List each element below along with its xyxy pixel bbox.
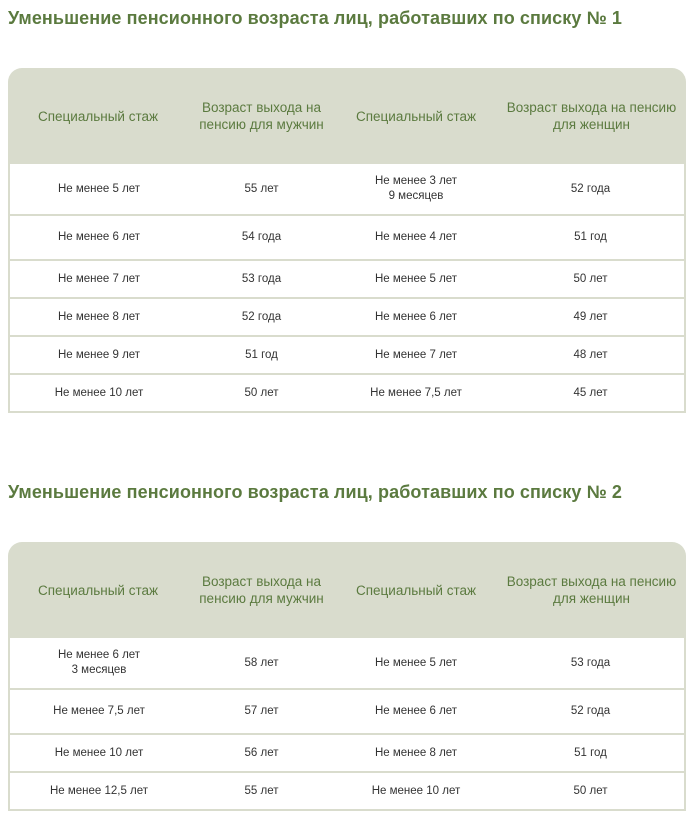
table-cell: Не менее 6 лет 3 месяцев <box>8 638 188 690</box>
table-cell: Не менее 4 лет <box>335 216 497 261</box>
table-row <box>8 261 686 299</box>
table-cell: 55 лет <box>188 773 335 811</box>
header-special-experience-men: Специальный стаж <box>8 68 188 164</box>
table-cell: 51 год <box>188 337 335 375</box>
table-cell: 52 года <box>188 299 335 337</box>
table-cell: 53 года <box>188 261 335 299</box>
table-cell: Не менее 5 лет <box>335 261 497 299</box>
table-cell: 50 лет <box>188 375 335 413</box>
table-header-row <box>8 68 686 164</box>
header-retirement-age-men: Возраст выхода на пенсию для мужчин <box>188 68 335 164</box>
table-cell: Не менее 7 лет <box>335 337 497 375</box>
table-cell: 49 лет <box>497 299 686 337</box>
table-cell: 45 лет <box>497 375 686 413</box>
table-cell: 50 лет <box>497 773 686 811</box>
header-special-experience-women: Специальный стаж <box>335 542 497 638</box>
table-row <box>8 690 686 735</box>
table-cell: Не менее 5 лет <box>8 164 188 216</box>
table-cell: Не менее 10 лет <box>335 773 497 811</box>
table-row <box>8 375 686 413</box>
table-cell: Не менее 3 лет 9 месяцев <box>335 164 497 216</box>
section-title: Уменьшение пенсионного возраста лиц, работавших по списку № 1 <box>8 8 622 28</box>
table-cell: Не менее 10 лет <box>8 375 188 413</box>
table-cell: Не менее 9 лет <box>8 337 188 375</box>
header-special-experience-women: Специальный стаж <box>335 68 497 164</box>
table-row <box>8 164 686 216</box>
header-retirement-age-men: Возраст выхода на пенсию для мужчин <box>188 542 335 638</box>
table-row <box>8 735 686 773</box>
table-cell: 51 год <box>497 216 686 261</box>
table-cell: Не менее 10 лет <box>8 735 188 773</box>
table-cell: Не менее 6 лет <box>335 690 497 735</box>
table-cell: Не менее 5 лет <box>335 638 497 690</box>
table-cell: 58 лет <box>188 638 335 690</box>
section-title: Уменьшение пенсионного возраста лиц, работавших по списку № 2 <box>8 482 622 502</box>
pension-table-list-1 <box>8 68 686 413</box>
table-row <box>8 216 686 261</box>
table-cell: Не менее 7,5 лет <box>8 690 188 735</box>
table-cell: Не менее 7,5 лет <box>335 375 497 413</box>
table-row <box>8 638 686 690</box>
table-cell: 48 лет <box>497 337 686 375</box>
table-row <box>8 299 686 337</box>
table-cell: 52 года <box>497 690 686 735</box>
table-row <box>8 337 686 375</box>
pension-table-list-2 <box>8 542 686 811</box>
table-cell: Не менее 6 лет <box>8 216 188 261</box>
table-cell: 57 лет <box>188 690 335 735</box>
table-cell: 56 лет <box>188 735 335 773</box>
table-cell: 52 года <box>497 164 686 216</box>
table-cell: Не менее 8 лет <box>8 299 188 337</box>
table-cell: 55 лет <box>188 164 335 216</box>
table-cell: 54 года <box>188 216 335 261</box>
header-retirement-age-women: Возраст выхода на пенсию для женщин <box>497 542 686 638</box>
table-cell: Не менее 7 лет <box>8 261 188 299</box>
table-cell: 50 лет <box>497 261 686 299</box>
table-cell: 53 года <box>497 638 686 690</box>
table-cell: Не менее 8 лет <box>335 735 497 773</box>
table-row <box>8 773 686 811</box>
table-cell: 51 год <box>497 735 686 773</box>
header-retirement-age-women: Возраст выхода на пенсию для женщин <box>497 68 686 164</box>
table-cell: Не менее 12,5 лет <box>8 773 188 811</box>
table-header-row <box>8 542 686 638</box>
table-cell: Не менее 6 лет <box>335 299 497 337</box>
header-special-experience-men: Специальный стаж <box>8 542 188 638</box>
